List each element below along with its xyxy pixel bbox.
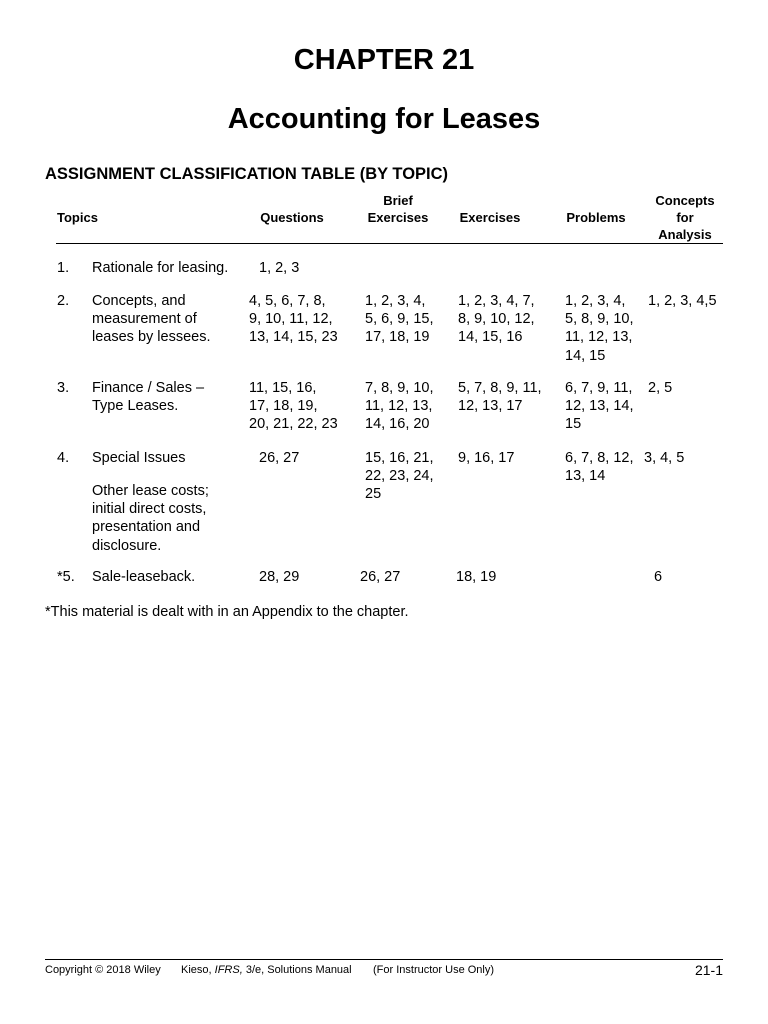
row-topic-subtext: Other lease costs; initial direct costs, presentation and disclosure. [92,483,209,554]
row-brief-exercises: 7, 8, 9, 10, 11, 12, 13, 14, 16, 20 [365,380,434,433]
header-concepts: Concepts for Analysis [655,193,715,242]
row-topic: Sale-leaseback. [92,569,196,585]
row-exercises: 1, 2, 3, 4, 7, 8, 9, 10, 12, 14, 15, 16 [458,293,535,346]
row-topic: Special Issues [92,450,186,466]
row-topic: Concepts, and measurement of leases by lessees. [92,293,211,346]
header-topics: Topics [57,210,98,225]
row-number: *5. [57,569,75,585]
footer-book [181,964,352,976]
row-problems: 6, 7, 8, 12, 13, 14 [565,450,634,485]
footer-usage: (For Instructor Use Only) [373,964,495,976]
footer-rule [45,959,723,960]
chapter-title: Accounting for Leases [227,103,541,135]
header-rule [56,243,723,244]
row-topic: Rationale for leasing. [92,260,229,276]
row-topic: Finance / Sales – Type Leases. [92,380,205,415]
footer-book-author: Kieso, [181,964,215,976]
footer-book-edition: 3/e, Solutions Manual [242,964,352,976]
row-number: 4. [57,450,70,466]
row-number: 2. [57,293,70,309]
footer-book-title: IFRS, [214,964,243,976]
row-number: 1. [57,260,70,276]
row-questions: 11, 15, 16, 17, 18, 19, 20, 21, 22, 23 [249,380,338,433]
row-brief-exercises: 15, 16, 21, 22, 23, 24, 25 [365,450,434,503]
footer-copyright: Copyright © 2018 Wiley [45,964,161,976]
page-number: 21-1 [694,962,723,978]
chapter-number: CHAPTER 21 [293,44,475,76]
row-problems: 1, 2, 3, 4, 5, 8, 9, 10, 11, 12, 13, 14, 15 [565,293,634,364]
row-problems: 6, 7, 9, 11, 12, 13, 14, 15 [565,380,634,433]
row-exercises: 9, 16, 17 [458,450,515,466]
row-questions: 1, 2, 3 [259,260,300,276]
appendix-footnote: *This material is dealt with in an Appendix to the chapter. [45,604,409,620]
header-brief-exercises: Brief Exercises [367,193,429,225]
row-questions: 28, 29 [259,569,300,585]
header-questions: Questions [260,210,324,225]
header-problems: Problems [566,210,626,225]
section-title: ASSIGNMENT CLASSIFICATION TABLE (BY TOPIC) [45,165,449,183]
row-brief-exercises: 26, 27 [360,569,401,585]
row-number: 3. [57,380,70,396]
row-questions: 26, 27 [259,450,300,466]
header-exercises: Exercises [459,210,521,225]
row-exercises: 18, 19 [456,569,497,585]
row-questions: 4, 5, 6, 7, 8, 9, 10, 11, 12, 13, 14, 15, 23 [249,293,338,346]
row-concepts: 6 [654,569,663,585]
row-concepts: 2, 5 [648,380,673,396]
row-concepts: 1, 2, 3, 4,5 [648,293,717,309]
row-brief-exercises: 1, 2, 3, 4, 5, 6, 9, 15, 17, 18, 19 [365,293,434,346]
row-concepts: 3, 4, 5 [644,450,685,466]
row-exercises: 5, 7, 8, 9, 11, 12, 13, 17 [458,380,542,415]
